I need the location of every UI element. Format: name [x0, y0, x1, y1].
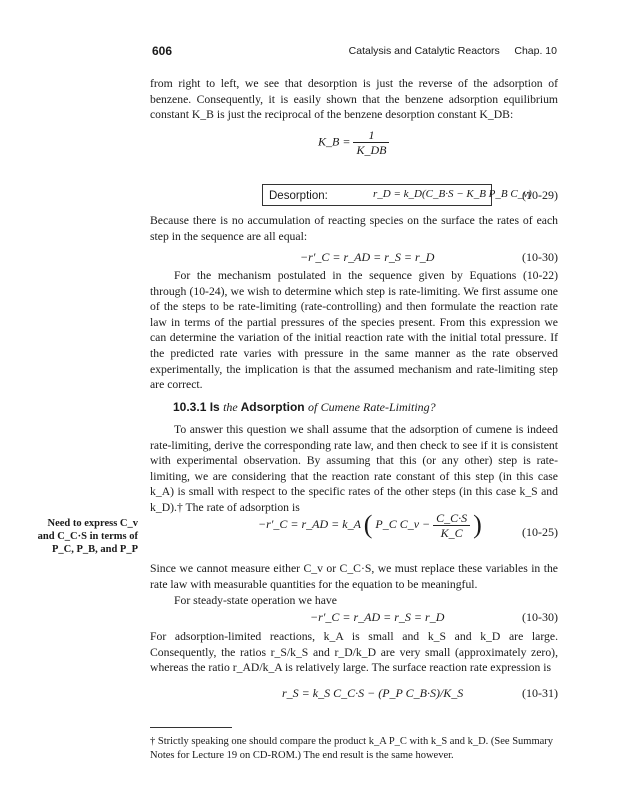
- left-paren: (: [363, 510, 373, 539]
- running-head: Catalysis and Catalytic Reactors Chap. 10: [348, 45, 557, 57]
- equation-equal-rates-1: −r′_C = r_AD = r_S = r_D: [300, 250, 435, 264]
- equation-adsorption-denominator: K_C: [440, 525, 463, 540]
- equation-adsorption-term1: P_C C_v −: [375, 516, 431, 531]
- desorption-label: Desorption:: [269, 190, 328, 202]
- equation-kb-fraction: [353, 128, 389, 157]
- section-title-word1: Is: [209, 400, 220, 414]
- paragraph-4: To answer this question we shall assume that the adsorption of cumene is indeed rate-limiting, derive the corresponding rate law, and then check to see if it is consistent with experimental observation. By assuming that this (or any other) step is rate-limiting, we are considering that the reaction rate constant of this step (in this case k_A) is small with respect to the specific rates of the other steps (in this case k_S and k_D).† The rate of adsorption is: [150, 423, 558, 514]
- equation-equal-rates-2: −r′_C = r_AD = r_S = r_D: [310, 610, 445, 624]
- equation-kb: [318, 128, 389, 157]
- equation-adsorption: [258, 510, 482, 540]
- right-paren: ): [473, 510, 482, 539]
- equation-kb-numerator: 1: [353, 128, 389, 143]
- section-title-rest: Cumene Rate-Limiting?: [320, 400, 436, 414]
- equation-number-10-25: (10-25): [522, 525, 558, 539]
- footnote-rule: [150, 727, 232, 728]
- paragraph-2: Because there is no accumulation of reacting species on the surface the rates of each step in the sequence are all equal:: [150, 214, 558, 243]
- desorption-equation-box: [262, 184, 532, 206]
- page-number: 606: [152, 44, 173, 58]
- equation-adsorption-lhs: −r′_C = r_AD = k_A: [258, 516, 361, 531]
- section-title-bold: Adsorption: [240, 400, 305, 414]
- paragraph-5: Since we cannot measure either C_v or C_C·S, we must replace these variables in the rate law with measurable quantities for the equation to be meaningful.: [150, 562, 558, 591]
- paragraph-1: from right to left, we see that desorption is just the reverse of the adsorption of benzene. Consequently, it is easily shown that the benzene adsorption equilibrium constant K_B is just the reciprocal of the benzene desorption constant K_DB:: [150, 77, 558, 122]
- section-number: 10.3.1: [173, 400, 207, 414]
- section-heading: [173, 400, 436, 415]
- paragraph-3: For the mechanism postulated in the sequence given by Equations (10-22) through (10-24), we wish to determine which step is rate-limiting. We first assume one of the steps to be rate-limiting (rate-controlling) and then formulate the reaction rate law in terms of the partial pressures of the species present. From this expression we can determine the variation of the initial reaction rate with the initial total pressure. If the predicted rate varies with pressure in the same manner as the rate observed experimentally, the implication is that the assumed mechanism and rate-limiting step are correct.: [150, 269, 558, 392]
- equation-adsorption-numerator: C_C·S: [433, 511, 470, 526]
- page-header: [152, 44, 557, 60]
- desorption-expression: r_D = k_D(C_B·S − K_B P_B C_v): [373, 188, 532, 200]
- equation-number-10-30-a: (10-30): [522, 250, 558, 264]
- equation-surface-reaction: r_S = k_S C_C·S − (P_P C_B·S)/K_S: [282, 686, 464, 700]
- equation-number-10-31: (10-31): [522, 686, 558, 700]
- section-title-word2: the: [223, 400, 238, 414]
- equation-number-10-29: (10-29): [522, 188, 558, 202]
- equation-kb-lhs: K_B =: [318, 134, 351, 149]
- footnote: † Strictly speaking one should compare the product k_A P_C with k_S and k_D. (See Summary Notes for Lecture 19 on CD-ROM.) The end result is the same however.: [150, 736, 554, 761]
- section-title-word3: of: [307, 400, 318, 414]
- equation-number-10-30-b: (10-30): [522, 610, 558, 624]
- equation-adsorption-fraction: [433, 511, 470, 540]
- paragraph-7: For adsorption-limited reactions, k_A is small and k_S and k_D are large. Consequently, the ratios r_S/k_S and r_D/k_D are very small (approximately zero), whereas the ratio r_AD/k_A is relatively large. The surface reaction rate expression is: [150, 630, 558, 675]
- margin-note: Need to express C_v and C_C·S in terms of P_C, P_B, and P_P: [37, 518, 138, 555]
- paragraph-6: For steady-state operation we have: [174, 594, 337, 607]
- equation-kb-denominator: K_DB: [356, 143, 387, 157]
